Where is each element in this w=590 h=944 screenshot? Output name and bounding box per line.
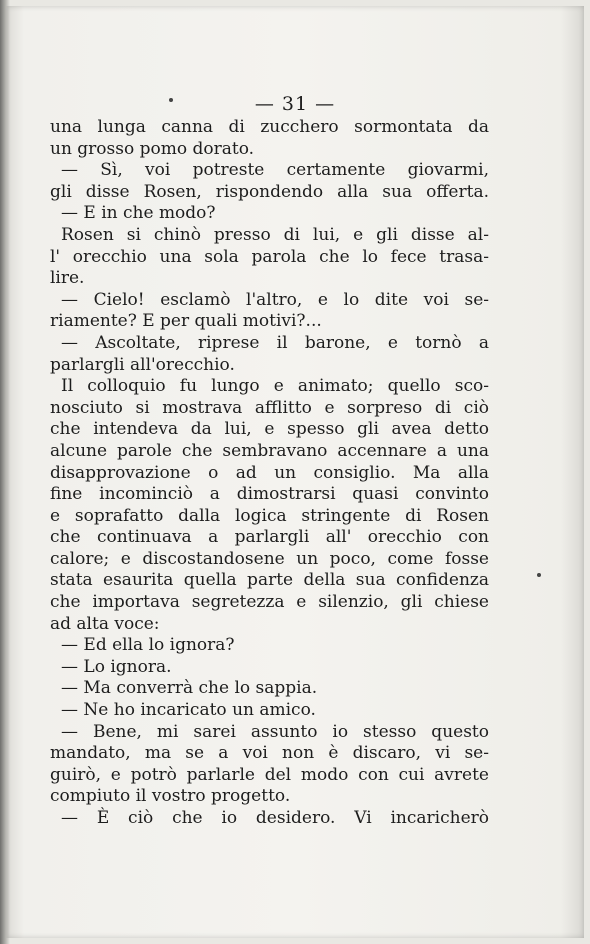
text-line: che intendeva da lui, e spesso gli avea detto [50,419,489,440]
ink-speck [537,573,541,577]
text-line: mandato, ma se a voi non è discaro, vi se- [50,743,489,764]
text-line: — Ne ho incaricato un amico. [61,700,316,721]
binding-edge [0,0,10,944]
text-line: calore; e discostandosene un poco, come fosse [50,548,489,569]
text-line: nosciuto si mostrava afflitto e sorpreso di ciò [50,397,489,418]
text-line: parlargli all'orecchio. [50,354,235,375]
text-line: — Sì, voi potreste certamente giovarmi, [61,160,489,181]
text-line: riamente? E per quali motivi?... [50,311,322,332]
text-line: — Ma converrà che lo sappia. [61,678,318,699]
text-line: che continuava a parlargli all' orecchio con [50,527,489,548]
text-line: una lunga canna di zucchero sormontata da [50,117,489,137]
text-line: — Cielo! esclamò l'altro, e lo dite voi se- [61,289,489,310]
text-line: l' orecchio una sola parola che lo fece trasa- [50,246,489,267]
text-line: — Bene, mi sarei assunto io stesso questo [61,721,489,742]
text-line: e soprafatto dalla logica stringente di Rosen [50,505,489,526]
text-line: stata esaurita quella parte della sua confidenza [50,570,489,591]
text-line: — E in che modo? [61,203,216,224]
text-line: compiuto il vostro progetto. [50,786,291,807]
text-line: che importava segretezza e silenzio, gli chiese [50,592,489,613]
text-line: gli disse Rosen, rispondendo alla sua offerta. [50,181,489,202]
text-line: — Ascoltate, riprese il barone, e tornò a [61,332,489,353]
text-line: — Lo ignora. [61,656,172,677]
body-text [50,117,489,830]
text-line: Rosen si chinò presso di lui, e gli disse al- [61,224,489,245]
text-line: un grosso pomo dorato. [50,138,255,159]
text-line: disapprovazione o ad un consiglio. Ma alla [50,462,489,483]
text-line: — È ciò che io desidero. Vi incaricherò [61,808,489,828]
text-line: alcune parole che sembravano accennare a una [50,440,489,461]
text-line: Il colloquio fu lungo e animato; quello sco- [61,376,489,397]
text-line: lire. [50,268,85,289]
text-line: fine incominciò a dimostrarsi quasi convinto [50,484,489,505]
text-line: guirò, e potrò parlarle del modo con cui avrete [50,764,489,785]
text-line: ad alta voce: [50,613,160,634]
page-number: — 31 — [254,93,336,115]
text-line: — Ed ella lo ignora? [61,635,235,656]
